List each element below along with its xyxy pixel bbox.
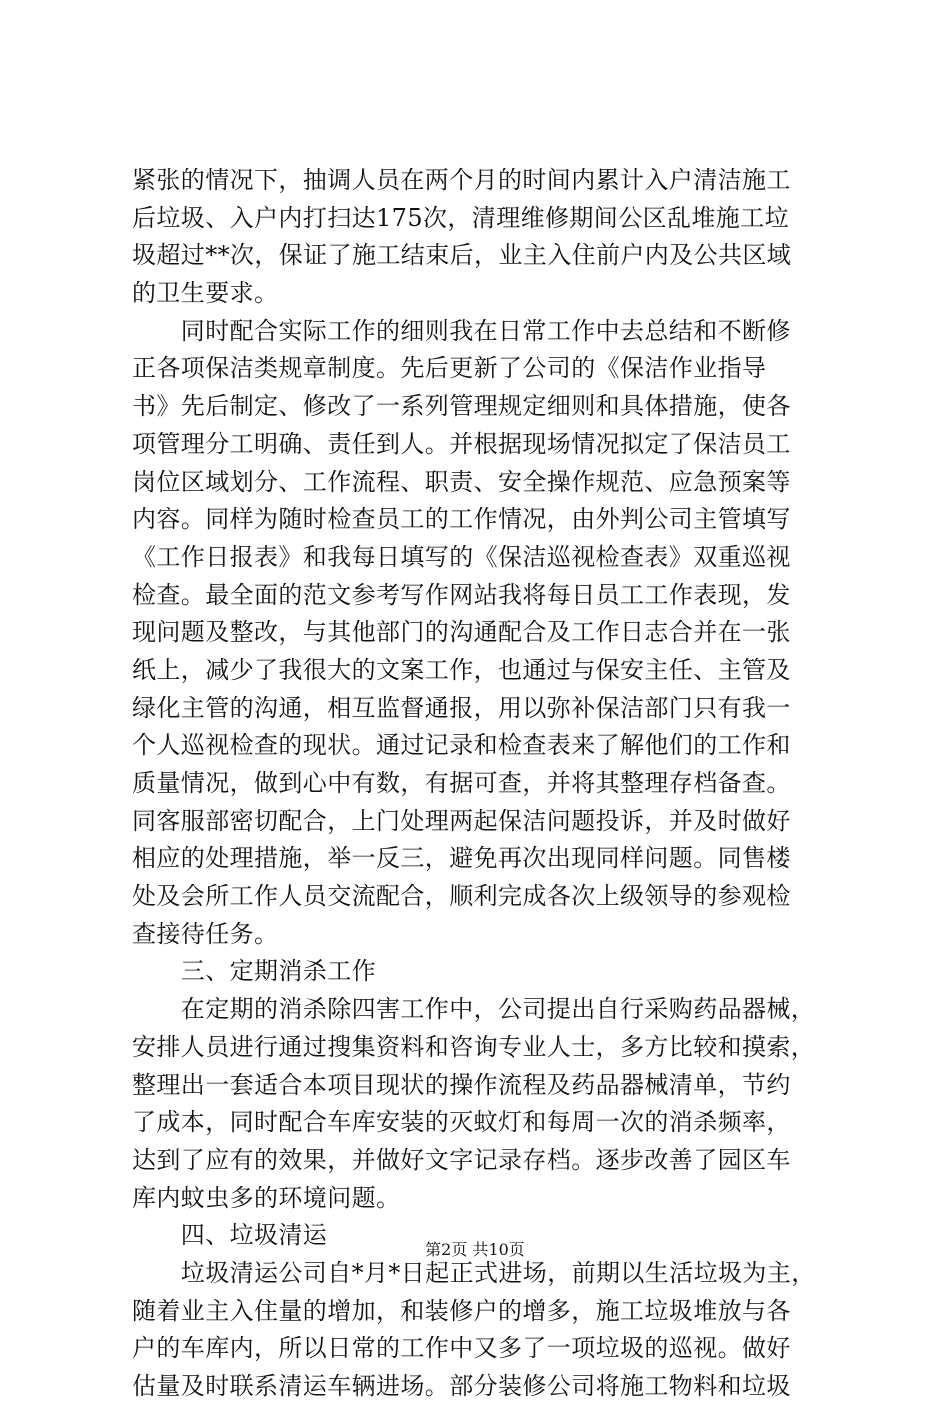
section-heading: 三、定期消杀工作 [132,957,376,986]
text-line: 紧张的情况下，抽调人员在两个月的时间内累计入户清洁施工 [132,166,791,194]
text-line: 岗位区域划分、工作流程、职责、安全操作规范、应急预案等 [132,467,791,496]
text-line: 整理出一套适合本项目现状的操作流程及药品器械清单，节约 [132,1070,791,1099]
text-line: 处及会所工作人员交流配合，顺利完成各次上级领导的参观检 [132,882,791,911]
text-line: 同时配合实际工作的细则我在日常工作中去总结和不断修 [132,316,791,345]
text-line: 《工作日报表》和我每日填写的《保洁巡视检查表》双重巡视 [132,542,791,571]
text-line: 检查。最全面的范文参考写作网站我将每日员工工作表现，发 [132,580,791,609]
text-line: 库内蚊虫多的环境问题。 [132,1183,401,1212]
text-line: 个人巡视检查的现状。通过记录和检查表来了解他们的工作和 [132,731,791,760]
text-line: 户的车库内，所以日常的工作中又多了一项垃圾的巡视。做好 [132,1334,791,1363]
section-heading: 四、垃圾清运 [132,1221,328,1250]
text-line: 书》先后制定、修改了一系列管理规定细则和具体措施，使各 [132,392,791,421]
text-line: 正各项保洁类规章制度。先后更新了公司的《保洁作业指导 [132,354,767,383]
text-line: 内容。同样为随时检查员工的工作情况，由外判公司主管填写 [132,505,791,534]
text-line: 现问题及整改，与其他部门的沟通配合及工作日志合并在一张 [132,618,791,647]
text-line: 项管理分工明确、责任到人。并根据现场情况拟定了保洁员工 [132,429,791,458]
text-line: 了成本，同时配合车库安装的灭蚊灯和每周一次的消杀频率， [132,1108,791,1137]
text-line: 的卫生要求。 [132,279,279,308]
text-line: 估量及时联系清运车辆进场。部分装修公司将施工物料和垃圾 [132,1372,791,1400]
text-line: 相应的处理措施，举一反三，避免再次出现同样问题。同售楼 [132,844,791,873]
text-line: 纸上，减少了我很大的文案工作，也通过与保安主任、主管及 [132,655,791,684]
text-line: 质量情况，做到心中有数，有据可查，并将其整理存档备查。 [132,769,791,797]
page-number-footer: 第2页 共10页 [425,1240,525,1259]
text-line: 垃圾清运公司自*月*日起正式进场，前期以生活垃圾为主， [132,1258,816,1287]
body-text [132,162,832,1406]
text-line: 后垃圾、入户内打扫达175次，清理维修期间公区乱堆施工垃 [132,203,790,232]
text-line: 随着业主入住量的增加，和装修户的增多，施工垃圾堆放与各 [132,1296,791,1325]
text-line: 达到了应有的效果，并做好文字记录存档。逐步改善了园区车 [132,1145,791,1174]
text-line: 安排人员进行通过搜集资料和咨询专业人士，多方比较和摸索， [132,1032,816,1061]
text-line: 查接待任务。 [132,919,279,948]
text-line: 圾超过**次，保证了施工结束后，业主入住前户内及公共区域 [132,241,792,270]
text-line: 同客服部密切配合，上门处理两起保洁问题投诉，并及时做好 [132,806,791,835]
text-line: 绿化主管的沟通，相互监督通报，用以弥补保洁部门只有我一 [132,693,791,722]
text-line: 在定期的消杀除四害工作中，公司提出自行采购药品器械， [132,995,816,1024]
